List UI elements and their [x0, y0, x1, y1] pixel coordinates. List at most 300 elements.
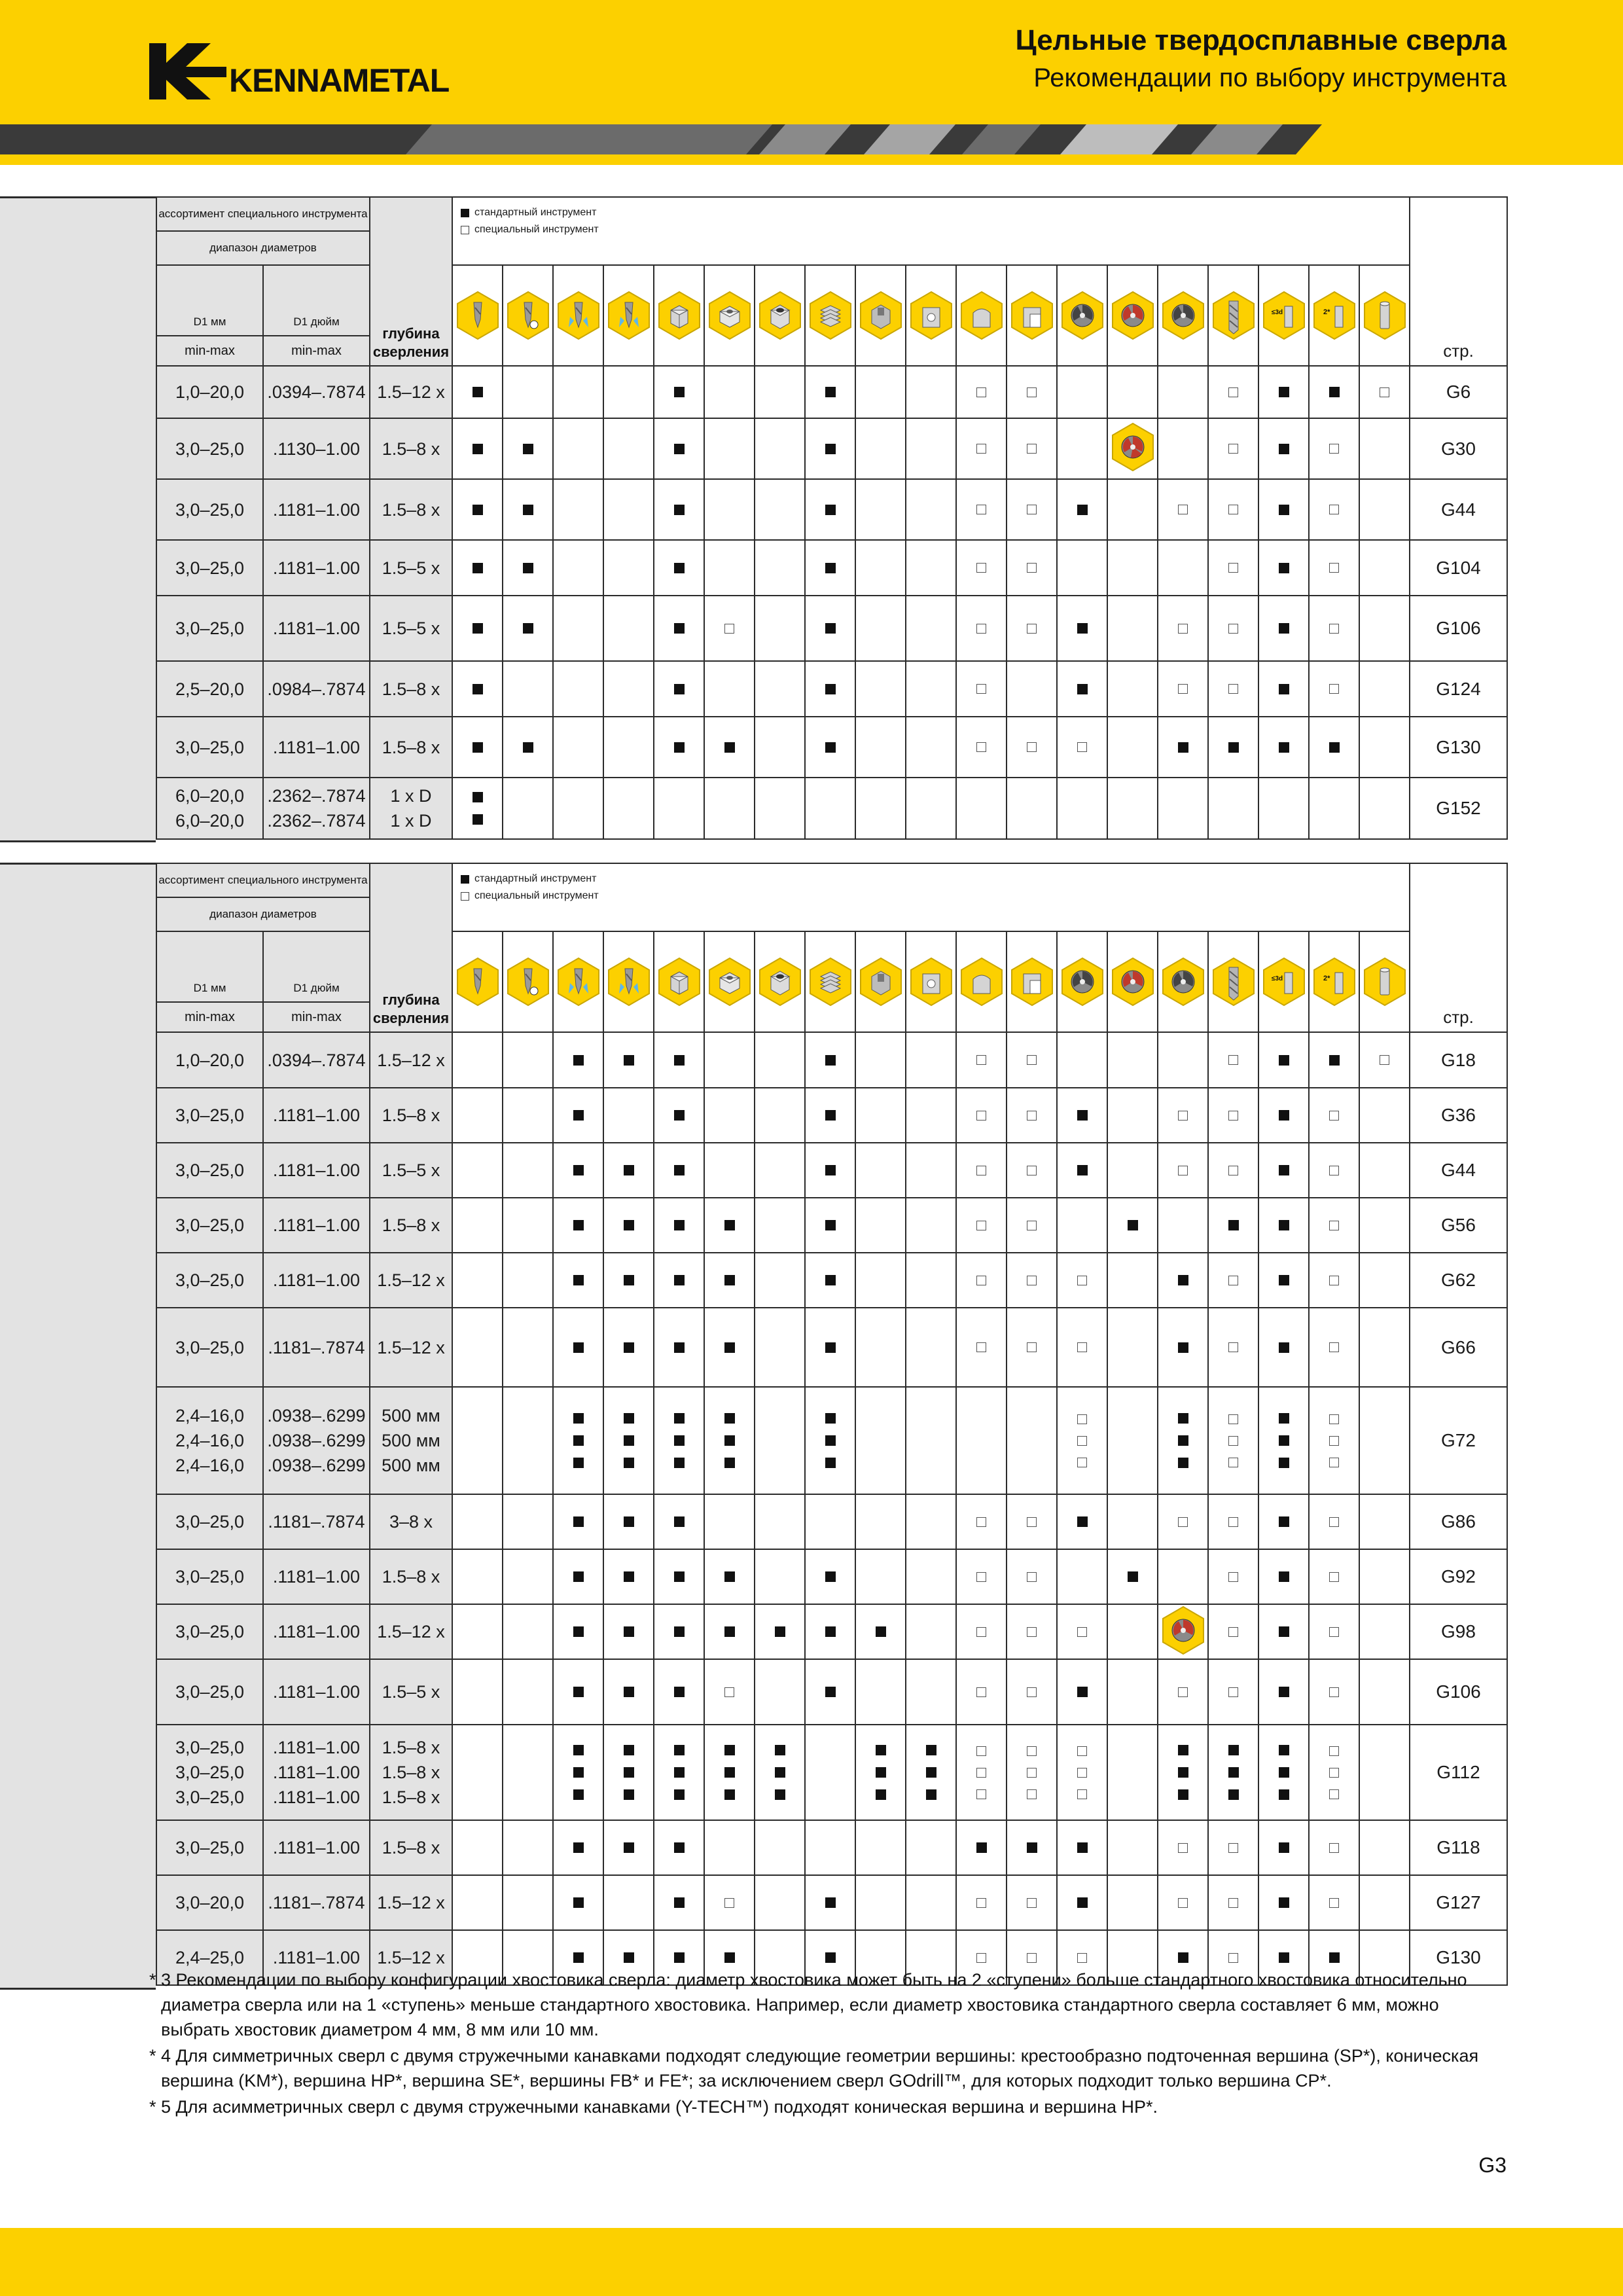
special-tool-mark [1329, 1843, 1339, 1853]
standard-tool-mark [876, 1745, 886, 1755]
special-tool-mark [1329, 1221, 1339, 1230]
standard-tool-mark [1077, 1842, 1088, 1853]
layered-block-icon [805, 931, 855, 1032]
diameter-mm-cell-value: 3,0–25,0 [175, 737, 245, 757]
standard-tool-mark [724, 1220, 735, 1230]
mark-cell [755, 1875, 805, 1930]
diameter-inch-cell-value: .1181–.7874 [268, 1512, 365, 1532]
mark-cell [805, 1088, 855, 1143]
mark-cell [1007, 596, 1057, 661]
mark-cell [805, 479, 855, 540]
standard-tool-mark [624, 1571, 634, 1582]
mark-cell [452, 596, 503, 661]
standard-tool-mark [674, 1342, 685, 1353]
mark-cell [1107, 1725, 1158, 1820]
empty-mark [926, 1275, 936, 1285]
depth-cell [370, 540, 452, 596]
diameter-mm-cell [156, 661, 263, 717]
special-tool-mark [1077, 1953, 1087, 1963]
special-tool-mark [976, 624, 986, 634]
depth-cell-value: 1.5–5 x [382, 558, 440, 578]
d1-mm-header: D1 мм [156, 265, 263, 336]
mm-minmax-header: min-max [156, 336, 263, 366]
mark-cell [553, 661, 603, 717]
empty-mark [473, 1952, 483, 1963]
standard-tool-mark [825, 1897, 836, 1908]
depth-cell-value: 1.5–8 x [382, 439, 440, 459]
page-ref-cell[interactable]: G36 [1410, 1088, 1507, 1143]
mark-cell [805, 661, 855, 717]
standard-tool-mark [825, 623, 836, 634]
empty-mark [876, 1220, 886, 1230]
mark-cell [553, 418, 603, 479]
standard-tool-mark [1279, 1413, 1289, 1424]
standard-tool-mark [825, 505, 836, 515]
standard-tool-mark [624, 1435, 634, 1446]
diameter-mm-cell [156, 1308, 263, 1387]
empty-mark [1128, 803, 1138, 814]
empty-mark [523, 1626, 533, 1637]
depth-header-line2: сверления [372, 1010, 450, 1026]
standard-tool-mark [674, 1952, 685, 1963]
diameter-mm-cell-value: 3,0–25,0 [175, 1567, 245, 1587]
selection-table-2 [0, 863, 1508, 1990]
mark-cell [452, 1494, 503, 1549]
special-tool-mark [1027, 387, 1037, 397]
mark-cell [1309, 1725, 1359, 1820]
standard-tool-mark [523, 563, 533, 573]
brand-logo [149, 43, 449, 99]
table-row [156, 1387, 1507, 1494]
empty-mark [573, 387, 584, 397]
page-ref-cell[interactable]: G6 [1410, 366, 1507, 418]
mark-cell [906, 1820, 956, 1875]
mark-cell [755, 1032, 805, 1088]
mark-cell [704, 1659, 755, 1725]
table-row [156, 418, 1507, 479]
empty-mark [775, 1571, 785, 1582]
mark-cell [906, 1308, 956, 1387]
standard-tool-mark [573, 1626, 584, 1637]
empty-mark [1380, 1952, 1390, 1963]
empty-mark [1380, 505, 1390, 515]
empty-mark [775, 1516, 785, 1527]
document-title: Цельные твердосплавные сверла [1015, 24, 1507, 56]
empty-mark [473, 1687, 483, 1697]
mark-cell [805, 1820, 855, 1875]
depth-cell [370, 1820, 452, 1875]
empty-mark [724, 1110, 735, 1121]
mark-cell [503, 1549, 553, 1604]
empty-mark [1128, 1626, 1138, 1637]
diameter-inch-cell [263, 479, 370, 540]
mark-cell [603, 1659, 654, 1725]
page-ref-cell[interactable]: G72 [1410, 1387, 1507, 1494]
mark-cell [755, 1308, 805, 1387]
mark-cell [704, 596, 755, 661]
diameter-range-header: диапазон диаметров [156, 897, 370, 931]
depth-cell [370, 1494, 452, 1549]
empty-mark [573, 563, 584, 573]
steel-block-icon [654, 265, 704, 366]
standard-tool-mark [573, 1435, 584, 1446]
empty-mark [876, 1687, 886, 1697]
mark-cell [704, 1032, 755, 1088]
standard-tool-mark [674, 1220, 685, 1230]
standard-tool-mark [674, 1767, 685, 1778]
mark-cell [805, 1253, 855, 1308]
mark-cell [1309, 1308, 1359, 1387]
mark-cell [1309, 1604, 1359, 1659]
empty-mark [1380, 444, 1390, 454]
special-tool-mark [1228, 1627, 1238, 1637]
standard-tool-mark [674, 1687, 685, 1697]
mark-cell [603, 1549, 654, 1604]
special-tool-mark [1228, 1342, 1238, 1352]
mark-cell [1057, 778, 1107, 839]
standard-tool-mark [523, 623, 533, 634]
standard-tool-mark [573, 1220, 584, 1230]
standard-tool-mark [674, 684, 685, 694]
standard-tool-mark [523, 742, 533, 753]
empty-mark [1077, 1055, 1088, 1066]
page-ref-cell[interactable]: G86 [1410, 1494, 1507, 1549]
mark-cell [855, 1198, 906, 1253]
empty-mark [1178, 1055, 1188, 1066]
special-tool-mark [1027, 1276, 1037, 1285]
mark-cell [1309, 1549, 1359, 1604]
mark-cell [1007, 661, 1057, 717]
mark-cell [553, 1088, 603, 1143]
empty-mark [876, 444, 886, 454]
mark-cell [654, 479, 704, 540]
empty-mark [624, 444, 634, 454]
empty-mark [523, 1952, 533, 1963]
mark-cell [855, 1659, 906, 1725]
empty-mark [1380, 1626, 1390, 1637]
empty-mark [876, 1952, 886, 1963]
empty-mark [1178, 803, 1188, 814]
special-tool-mark [1178, 624, 1188, 634]
drill-coolant-icon [503, 265, 553, 366]
empty-mark [1128, 1767, 1138, 1778]
page-ref-cell[interactable]: G124 [1410, 661, 1507, 717]
mark-cell [956, 1604, 1007, 1659]
empty-mark [724, 444, 735, 454]
mark-cell [1208, 1387, 1258, 1494]
empty-mark [523, 684, 533, 694]
empty-mark [876, 1897, 886, 1908]
standard-tool-mark [1279, 1275, 1289, 1285]
special-tool-mark [976, 1789, 986, 1799]
mark-cell [755, 778, 805, 839]
mark-cell [1057, 596, 1107, 661]
mark-cell [1007, 1088, 1057, 1143]
mark-cell [1208, 418, 1258, 479]
standard-tool-mark [674, 1435, 685, 1446]
standard-tool-mark [674, 444, 685, 454]
mark-cell [1309, 418, 1359, 479]
empty-mark [674, 803, 685, 814]
empty-mark [1380, 1435, 1390, 1446]
standard-tool-mark [1279, 505, 1289, 515]
special-tool-mark [1329, 444, 1339, 454]
special-tool-mark [1077, 1458, 1087, 1467]
special-tool-mark [1329, 1436, 1339, 1446]
page-ref-cell[interactable]: G106 [1410, 596, 1507, 661]
mark-cell [906, 717, 956, 778]
empty-mark [523, 1055, 533, 1066]
mark-cell [956, 1253, 1007, 1308]
page-ref-cell[interactable]: G56 [1410, 1198, 1507, 1253]
empty-mark [775, 1687, 785, 1697]
empty-mark [775, 387, 785, 397]
mark-cell [1158, 540, 1208, 596]
special-tool-mark [1027, 1342, 1037, 1352]
standard-tool-mark [775, 1626, 785, 1637]
mark-cell [855, 1604, 906, 1659]
table-side-band [0, 196, 156, 842]
special-tool-mark [976, 1953, 986, 1963]
empty-mark [876, 1571, 886, 1582]
diameter-mm-cell [156, 1604, 263, 1659]
empty-mark [573, 444, 584, 454]
special-tool-mark [724, 1687, 734, 1697]
mark-cell [1107, 1604, 1158, 1659]
standard-tool-mark [1077, 1687, 1088, 1697]
page-ref-cell[interactable]: G130 [1410, 717, 1507, 778]
mark-cell [503, 1725, 553, 1820]
depth-cell [370, 1549, 452, 1604]
empty-mark [926, 684, 936, 694]
empty-mark [1128, 1435, 1138, 1446]
mark-cell [1007, 1549, 1057, 1604]
mark-cell [1309, 1032, 1359, 1088]
mark-cell [503, 1032, 553, 1088]
mark-cell [855, 1143, 906, 1198]
special-tool-mark [1077, 742, 1087, 752]
standard-tool-mark [1279, 1842, 1289, 1853]
empty-mark [876, 1165, 886, 1175]
mark-cell [805, 717, 855, 778]
mark-cell [1007, 1875, 1057, 1930]
special-tool-mark [1329, 1768, 1339, 1778]
diameter-inch-cell-value: .1181–1.00 [272, 558, 361, 578]
standard-tool-mark [674, 1842, 685, 1853]
mark-cell [906, 1494, 956, 1549]
mark-cell [704, 1253, 755, 1308]
standard-tool-mark [825, 1055, 836, 1066]
mark-cell [553, 1820, 603, 1875]
hardened-block-icon [855, 265, 906, 366]
mark-cell [1107, 479, 1158, 540]
special-tool-mark [1329, 624, 1339, 634]
page-ref-cell[interactable]: G62 [1410, 1253, 1507, 1308]
empty-mark [926, 1516, 936, 1527]
mark-cell [1309, 1143, 1359, 1198]
page-ref-cell[interactable]: G130 [1410, 1930, 1507, 1985]
special-tool-mark [1027, 1898, 1037, 1908]
special-tool-mark [1329, 1111, 1339, 1121]
special-tool-mark [976, 684, 986, 694]
depth-cell [370, 717, 452, 778]
page-ref-cell[interactable]: G112 [1410, 1725, 1507, 1820]
mark-cell [1107, 1198, 1158, 1253]
special-range-header: ассортимент специального инструмента [156, 863, 370, 897]
mark-cell [755, 1494, 805, 1549]
special-tool-mark [1329, 505, 1339, 514]
mark-cell [1158, 1088, 1208, 1143]
standard-tool-mark [674, 563, 685, 573]
special-tool-mark [976, 1746, 986, 1756]
mark-cell [755, 1604, 805, 1659]
empty-mark [876, 1342, 886, 1353]
legend [452, 197, 1410, 265]
mark-cell [755, 1725, 805, 1820]
empty-mark [976, 1435, 987, 1446]
mark-cell [452, 1604, 503, 1659]
page-ref-cell[interactable]: G106 [1410, 1659, 1507, 1725]
depth-cell-value: 1.5–8 x [382, 1105, 440, 1125]
diameter-mm-cell [156, 366, 263, 418]
page-ref-cell[interactable]: G118 [1410, 1820, 1507, 1875]
mark-cell [1258, 661, 1309, 717]
mark-cell [553, 1659, 603, 1725]
empty-mark [775, 563, 785, 573]
mark-cell [1107, 418, 1158, 479]
mark-cell [452, 1659, 503, 1725]
mark-cell [1007, 1198, 1057, 1253]
mark-cell [1208, 717, 1258, 778]
mark-cell [1158, 661, 1208, 717]
diameter-inch-cell-value: .1181–1.00 [272, 1215, 361, 1235]
diameter-inch-cell [263, 1549, 370, 1604]
standard-tool-mark [473, 814, 483, 825]
special-tool-mark [1228, 624, 1238, 634]
standard-tool-mark [1279, 684, 1289, 694]
diameter-mm-cell [156, 1875, 263, 1930]
mark-cell [1057, 366, 1107, 418]
page-ref-cell[interactable]: G127 [1410, 1875, 1507, 1930]
page-ref-cell[interactable]: G104 [1410, 540, 1507, 596]
mark-cell [1309, 1659, 1359, 1725]
page-ref-cell[interactable]: G152 [1410, 778, 1507, 839]
empty-mark [1329, 803, 1340, 814]
standard-tool-mark [674, 1897, 685, 1908]
mark-cell [553, 1253, 603, 1308]
mark-cell [1359, 1032, 1410, 1088]
mark-cell [654, 1549, 704, 1604]
mark-cell [654, 1253, 704, 1308]
empty-mark [876, 1275, 886, 1285]
mark-cell [956, 479, 1007, 540]
depth-cell-value: 1.5–8 x [382, 1738, 440, 1757]
drill-thru-coolant-icon [553, 931, 603, 1032]
standard-tool-mark [724, 1789, 735, 1800]
diameter-inch-cell [263, 717, 370, 778]
mark-cell [805, 418, 855, 479]
depth-cell [370, 1659, 452, 1725]
standard-tool-mark [724, 1952, 735, 1963]
table-row [156, 1308, 1507, 1387]
special-tool-mark [1027, 1768, 1037, 1778]
mark-cell [805, 540, 855, 596]
standard-tool-mark [825, 1413, 836, 1424]
mark-cell [503, 1604, 553, 1659]
depth-header-line1: глубина [382, 325, 440, 342]
standard-tool-mark [1279, 1435, 1289, 1446]
empty-mark [473, 1767, 483, 1778]
empty-mark [624, 563, 634, 573]
angled-entry-icon [956, 931, 1007, 1032]
mark-cell [906, 1198, 956, 1253]
standard-tool-mark [825, 444, 836, 454]
diameter-mm-cell-value: 3,0–20,0 [175, 1893, 245, 1912]
empty-mark [775, 444, 785, 454]
special-tool-mark [1329, 1746, 1339, 1756]
mark-cell [1158, 1604, 1208, 1659]
empty-mark [473, 1842, 483, 1853]
standard-tool-mark [624, 1952, 634, 1963]
standard-tool-mark [674, 1165, 685, 1175]
table-row [156, 1725, 1507, 1820]
empty-mark [1128, 1516, 1138, 1527]
page-ref-cell[interactable]: G44 [1410, 479, 1507, 540]
angled-entry-icon [956, 265, 1007, 366]
mark-cell [956, 1875, 1007, 1930]
empty-mark [825, 1516, 836, 1527]
depth-3d-icon [1258, 265, 1309, 366]
standard-tool-mark [1279, 1571, 1289, 1582]
mark-cell [1057, 661, 1107, 717]
empty-mark [1027, 1435, 1037, 1446]
mark-cell [452, 1143, 503, 1198]
standard-tool-mark [825, 684, 836, 694]
standard-tool-mark [473, 444, 483, 454]
special-tool-mark [1228, 1898, 1238, 1908]
mark-cell [654, 1088, 704, 1143]
page-ref-cell[interactable]: G30 [1410, 418, 1507, 479]
page-ref-cell[interactable]: G66 [1410, 1308, 1507, 1387]
standard-tool-mark [825, 1275, 836, 1285]
special-tool-mark [1027, 444, 1037, 454]
empty-mark [724, 505, 735, 515]
page-ref-cell[interactable]: G18 [1410, 1032, 1507, 1088]
mark-cell [1208, 1253, 1258, 1308]
special-range-header: ассортимент специального инструмента [156, 197, 370, 231]
empty-mark [775, 1110, 785, 1121]
mark-cell [1007, 1725, 1057, 1820]
mark-cell [1359, 1875, 1410, 1930]
page-ref-cell[interactable]: G44 [1410, 1143, 1507, 1198]
diameter-inch-cell [263, 778, 370, 839]
page-ref-cell[interactable]: G92 [1410, 1549, 1507, 1604]
empty-mark [1128, 1275, 1138, 1285]
diameter-mm-cell [156, 1387, 263, 1494]
empty-mark [523, 1435, 533, 1446]
empty-mark [1128, 1897, 1138, 1908]
diameter-inch-cell [263, 1032, 370, 1088]
special-tool-mark [1027, 1687, 1037, 1697]
special-tool-mark [976, 563, 986, 573]
page-ref-cell[interactable]: G98 [1410, 1604, 1507, 1659]
special-tool-mark [1228, 563, 1238, 573]
diameter-inch-cell-value: .0394–.7874 [267, 1050, 366, 1070]
mark-cell [1258, 1659, 1309, 1725]
standard-tool-mark [1178, 1789, 1188, 1800]
standard-tool-mark [1279, 623, 1289, 634]
special-tool-mark [1027, 1166, 1037, 1175]
